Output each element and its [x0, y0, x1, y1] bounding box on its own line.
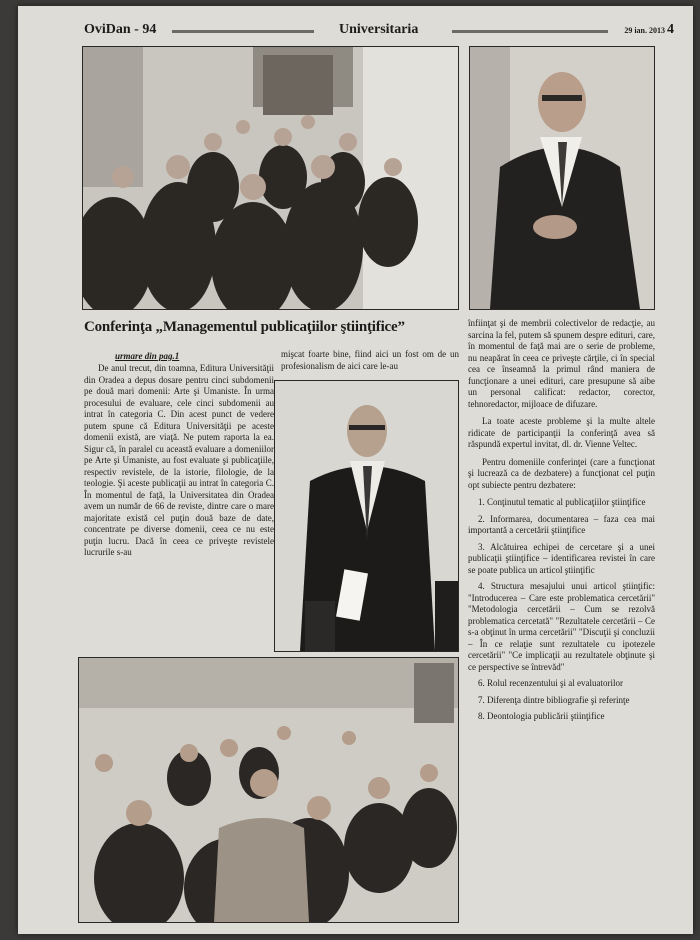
- section-title: Universitaria: [339, 22, 419, 37]
- article-title: Conferinţa „Managementul publicaţiilor ştiinţifice”: [84, 319, 405, 335]
- list-item: 7. Diferenţa dintre bibliografie şi referinţe: [478, 694, 630, 705]
- newspaper-page: [18, 6, 693, 934]
- header-rule-right: [452, 30, 608, 33]
- page-header: [84, 20, 674, 42]
- audience-photo-bottom: [78, 657, 459, 923]
- issue-date-page: [624, 22, 674, 38]
- column-3-paragraph-3: Pentru domeniile conferinţei (care a funcţionat şi lucrează ca de dezbatere) a funcţionat cel puţin opt subiecte pentru dezbatere:: [468, 456, 655, 490]
- newspaper-issue: OviDan - 94: [84, 22, 157, 37]
- list-item: 1. Conţinutul tematic al publicaţiilor ştiinţifice: [478, 497, 646, 507]
- speaker-glasses-photo: [469, 46, 655, 310]
- header-rule-left: [172, 30, 314, 33]
- list-item: 3. Alcătuirea echipei de cercetare şi a unei publicaţii ştiinţifice – identificarea revistei în care se poate publica un articol ştiinţific: [468, 541, 655, 575]
- column-3-paragraph-2: La toate aceste probleme şi la multe altele ridicate de participanţii la conferinţă avea să răspundă expertul invitat, dl. dr. Vienne Veltec.: [468, 416, 655, 449]
- column-1-text: De anul trecut, din toamna, Editura Universităţii din Oradea a depus dosare pentru cinci subdomenii pe două mari domenii: Arte şi Umaniste. În urma procesului de evaluare, cele cinci subdomenii au intrat în categoria C. Din acest punct de vedere putem spune că Editura Universităţii pe aceste domenii există, are viaţă. Ne putem raporta la ea. Sigur că, în paralel cu această evaluare a domeniilor pe Arte şi Umaniste, au fost evaluate şi publicaţiile, respectiv revistele, de la istorie, filologie, de la teologie. Şi aceste publicaţii au intrat în categoria C. În momentul de faţă, la Universitatea din Oradea avem un număr de 66 de reviste, dintre care o mare majoritate există cel puţin două baze de date, concentrate pe diverse domenii, ceea ce nu este puţin lucru. Dacă în ceea ce priveşte revistele lucrurile s-au: [84, 363, 274, 557]
- column-3-intro: înfiinţat şi de membrii colectivelor de redacţie, au sarcina la fel, putem să spunem despre edituri, care, în momentul de faţă mai are o serie de probleme, nu neapărat în ceea ce priveşte cărţile, ci în special cea ce înseamnă la primul rând maniera de funcţionare a unei edituri, care presupune să aibe un personal calificat: redactor, corector, tehnoredactor, mijloace de difuzare.: [468, 318, 655, 409]
- page-number: 4: [667, 22, 674, 37]
- issue-date: 29 ian. 2013: [624, 26, 665, 35]
- article-column-1: [84, 363, 274, 559]
- list-item: 8. Deontologia publicării ştiinţifice: [478, 711, 605, 721]
- article-column-3: [468, 318, 655, 728]
- continued-from: urmare din pag.1: [115, 351, 180, 361]
- article-column-2: [281, 349, 459, 372]
- list-item: 2. Informarea, documentarea – faza cea mai importantă a cercetării ştiinţifice: [468, 513, 655, 535]
- list-item: 4. Structura mesajului unui articol ştiinţific: "Introducerea – Care este problematica cercetării" "Metodologia cercetării – Cum se rezolvă problematica cercetată" "Rezultatele cercetării – Ce s-a obţinut în urma cercetării" "Discuţii şi concluzii – În ce relaţie sunt rezultatele cu ipotezele cercetării" "Ce implicaţii au rezultatele obţinute şi ce perspective se întrevăd": [468, 581, 655, 672]
- list-item: 6. Rolul recenzentului şi al evaluatorilor: [478, 678, 623, 688]
- speaker-paper-photo: [274, 380, 459, 652]
- column-2-text: mişcat foarte bine, fiind aici un fost om de un profesionalism de aici care le-au: [281, 349, 459, 371]
- audience-photo-top: [82, 46, 459, 310]
